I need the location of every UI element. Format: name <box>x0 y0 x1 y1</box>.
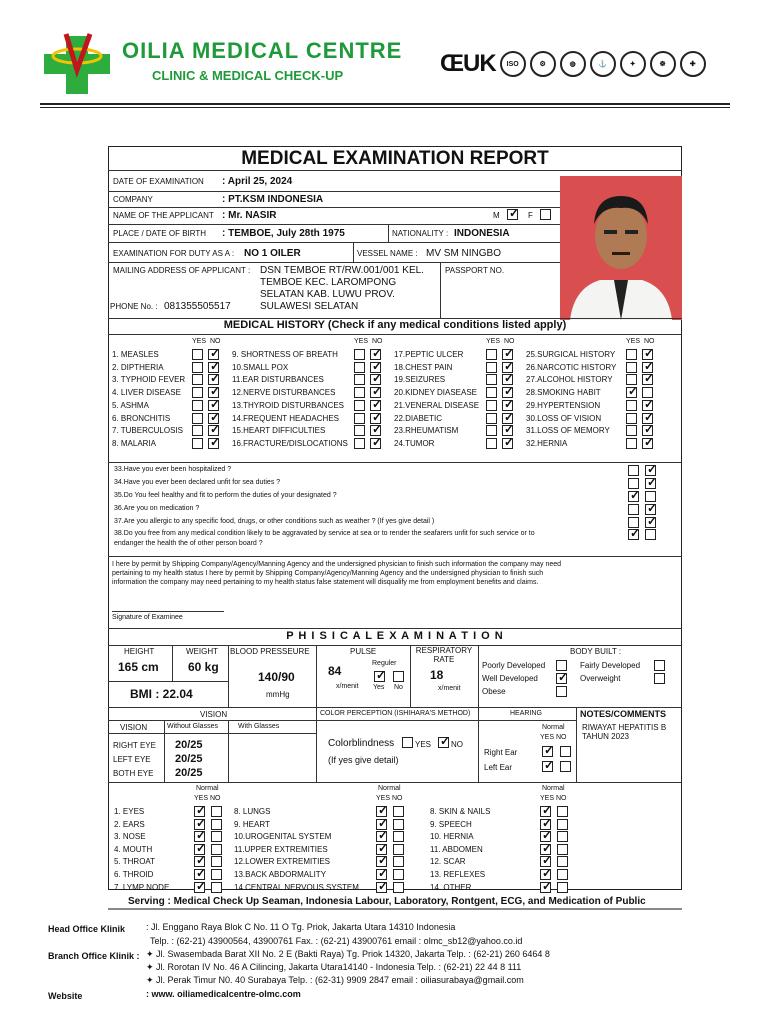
duty-value: NO 1 OILER <box>244 248 301 259</box>
history-yes-checkbox[interactable] <box>354 362 365 373</box>
body-built-label: BODY BUILT : <box>570 647 622 656</box>
iso-badge-icon: ISO <box>500 51 526 77</box>
history-item-label: 5. ASHMA <box>112 400 149 410</box>
history-no-checkbox[interactable] <box>208 438 219 449</box>
exam-no-checkbox[interactable] <box>211 819 222 830</box>
branch-line-3: ✦ Jl. Perak Timur N0. 40 Surabaya Telp. : (62-31) 9909 2847 email : oiliasurabaya@gmail.com <box>146 975 524 985</box>
with-glasses-label: With Glasses <box>238 723 280 730</box>
pulse-yes-label: Yes <box>373 684 385 691</box>
exam-item-label: 11. ABDOMEN <box>430 844 483 854</box>
hearing-normal-label: Normal <box>542 724 565 731</box>
respiratory-unit: x/menit <box>438 685 461 692</box>
hearing-label: HEARING <box>510 710 542 717</box>
signature-label: Signature of Examinee <box>112 614 183 621</box>
applicant-portrait-image <box>560 176 682 320</box>
colorblind-yes-label: YES <box>415 740 432 749</box>
height-label: HEIGHT <box>124 647 155 656</box>
history-no-checkbox[interactable] <box>642 438 653 449</box>
exam-item-label: 9. SPEECH <box>430 819 472 829</box>
clinic-subtitle: CLINIC & MEDICAL CHECK-UP <box>152 68 344 83</box>
pulse-regular-no-checkbox[interactable] <box>393 671 404 682</box>
exam-item-label: 9. HEART <box>234 819 270 829</box>
history-yes-checkbox[interactable] <box>626 425 637 436</box>
exam-item-label: 1. EYES <box>114 807 145 816</box>
history-no-checkbox[interactable] <box>642 374 653 385</box>
address-line-4: SULAWESI SELATAN <box>260 301 359 312</box>
history-item-label: 32.HERNIA <box>526 438 568 448</box>
website-label: Website <box>48 991 83 1001</box>
exam-no-checkbox[interactable] <box>557 831 568 842</box>
history-item-label: 25.SURGICAL HISTORY <box>526 350 616 359</box>
sex-m-checkbox[interactable] <box>507 209 518 220</box>
well-developed-label: Well Developed <box>482 674 538 683</box>
history-item-label: 17.PEPTIC ULCER <box>394 350 464 359</box>
report-title: MEDICAL EXAMINATION REPORT <box>241 148 549 169</box>
duty-label: EXAMINATION FOR DUTY AS A : <box>113 249 235 258</box>
history-item-label: 3. TYPHOID FEVER <box>112 375 186 385</box>
yes-header: YES <box>486 338 501 345</box>
bp-unit: mmHg <box>266 690 290 699</box>
history-item-label: 9. SHORTNESS OF BREATH <box>232 350 338 359</box>
exam-yes-no-label: YES NO <box>540 795 567 802</box>
exam-yes-checkbox[interactable] <box>376 882 387 893</box>
date-value: : April 25, 2024 <box>222 176 293 187</box>
colorblindness-label: Colorblindness <box>328 738 395 749</box>
exam-item-label: 6. THROID <box>114 870 154 879</box>
history-item-label: 31.LOSS OF MEMORY <box>526 426 610 436</box>
history-yes-checkbox[interactable] <box>354 374 365 385</box>
question-yes-checkbox[interactable] <box>628 491 639 502</box>
head-office-line-2: Telp. : (62-21) 43900564, 43900761 Fax. : (62-21) 43900761 email : olmc_sb12@yahoo.co.id <box>150 936 523 946</box>
vision-column-label: VISION <box>120 723 148 732</box>
exam-no-checkbox[interactable] <box>557 806 568 817</box>
history-yes-checkbox[interactable] <box>354 438 365 449</box>
exam-no-checkbox[interactable] <box>393 819 404 830</box>
weight-value: 60 kg <box>188 660 219 674</box>
history-yes-checkbox[interactable] <box>354 387 365 398</box>
history-yes-checkbox[interactable] <box>486 400 497 411</box>
applicant-name-value: : Mr. NASIR <box>222 210 277 221</box>
exam-item-label: 3. NOSE <box>114 832 146 842</box>
question-no-checkbox[interactable] <box>645 517 656 528</box>
medical-history-title: MEDICAL HISTORY (Check if any medical conditions listed apply) <box>223 319 567 331</box>
branch-line-1: ✦ Jl. Swasembada Barat XII No. 2 E (Bakti Raya) Tg. Priok 14320, Jakarta Telp. : (62-21) 260 6464 8 <box>146 949 550 959</box>
history-item-label: 18.CHEST PAIN <box>394 362 453 372</box>
history-item-label: 16.FRACTURE/DISLOCATIONS <box>232 438 348 448</box>
exam-item-label: 5. THROAT <box>114 857 156 867</box>
history-yes-checkbox[interactable] <box>354 349 365 360</box>
question-text: 37.Are you allergic to any specific food, drugs, or other conditions such as weather ? (If yes give detail ) <box>114 518 435 525</box>
bp-value: 140/90 <box>258 670 295 684</box>
question-text: 38.Do you free from any medical condition likely to be aggravated by service at sea or to render the seafarers unfit for such service or to <box>114 530 535 537</box>
website-value: : www. oiliamedicalcentre-olmc.com <box>146 989 301 999</box>
left-ear-no-checkbox[interactable] <box>560 761 571 772</box>
question-yes-checkbox[interactable] <box>628 504 639 515</box>
exam-no-checkbox[interactable] <box>393 844 404 855</box>
question-yes-checkbox[interactable] <box>628 529 639 540</box>
right-eye-value: 20/25 <box>175 739 203 751</box>
history-yes-checkbox[interactable] <box>486 413 497 424</box>
date-label: DATE OF EXAMINATION <box>113 177 204 186</box>
question-text: endanger the health the of other person board ? <box>114 540 263 547</box>
physical-exam-title: P H I S I C A L E X A M I N A T I O N <box>286 630 504 642</box>
history-item-label: 10.SMALL POX <box>232 362 289 372</box>
bmi-value: BMI : 22.04 <box>130 687 193 701</box>
exam-no-checkbox[interactable] <box>557 844 568 855</box>
branch-office-label: Branch Office Klinik : <box>48 951 140 961</box>
ship-seal-icon: ⚓ <box>590 51 616 77</box>
respiratory-label: RESPIRATORY RATE <box>415 646 473 664</box>
history-yes-checkbox[interactable] <box>626 413 637 424</box>
history-item-label: 22.DIABETIC <box>394 413 443 423</box>
left-eye-value: 20/25 <box>175 753 203 765</box>
consent-line-2: pertaining to my health status I here by permit by Shipping Company/Agency/Manning Agency and the undersigned physician to finish such <box>112 570 544 577</box>
exam-no-checkbox[interactable] <box>211 882 222 893</box>
pulse-value: 84 <box>328 664 342 678</box>
crest-seal-icon: ☸ <box>650 51 676 77</box>
exam-no-checkbox[interactable] <box>557 856 568 867</box>
history-item-label: 27.ALCOHOL HISTORY <box>526 375 613 385</box>
history-yes-checkbox[interactable] <box>486 362 497 373</box>
history-item-label: 28.SMOKING HABIT <box>526 388 601 398</box>
certification-logos <box>440 50 706 78</box>
globe-seal-icon: ◍ <box>560 51 586 77</box>
pulse-regular-yes-checkbox[interactable] <box>374 671 385 682</box>
left-ear-label: Left Ear <box>484 763 513 772</box>
cross-seal-icon: ✚ <box>680 51 706 77</box>
exam-item-label: 4. MOUTH <box>114 844 153 854</box>
exam-no-checkbox[interactable] <box>393 869 404 880</box>
history-yes-checkbox[interactable] <box>354 425 365 436</box>
exam-item-label: 12.LOWER EXTREMITIES <box>234 857 331 867</box>
pulse-unit: x/menit <box>336 683 359 690</box>
yes-header: YES <box>192 338 207 345</box>
no-header: NO <box>504 338 515 345</box>
address-line-1: DSN TEMBOE RT/RW.001/001 KEL. <box>260 265 424 276</box>
both-eye-label: BOTH EYE <box>113 769 154 778</box>
exam-item-label: 10.UROGENITAL SYSTEM <box>234 832 332 842</box>
obese-label: Obese <box>482 687 506 696</box>
history-item-label: 14.FREQUENT HEADACHES <box>232 413 339 423</box>
address-line-2: TEMBOE KEC. LAROMPONG <box>260 277 397 288</box>
notes-line-1: RIWAYAT HEPATITIS B <box>582 723 667 732</box>
history-item-label: 30.LOSS OF VISION <box>526 413 602 423</box>
header-rule-thin <box>40 107 730 108</box>
exam-no-checkbox[interactable] <box>557 869 568 880</box>
applicant-name-label: NAME OF THE APPLICANT <box>113 211 214 220</box>
history-yes-checkbox[interactable] <box>354 413 365 424</box>
question-text: 36.Are you on medication ? <box>114 505 200 512</box>
question-text: 34.Have you ever been declared unfit for sea duties ? <box>114 479 281 486</box>
hearing-yes-no-label: YES NO <box>540 734 567 741</box>
no-header: NO <box>210 338 221 345</box>
head-office-line-1: : Jl. Enggano Raya Blok C No. 11 O Tg. Priok, Jakarta Utara 14310 Indonesia <box>146 922 456 932</box>
history-yes-checkbox[interactable] <box>192 438 203 449</box>
question-text: 35.Do You feel healthy and fit to perform the duties of your designated ? <box>114 492 337 499</box>
exam-item-label: 12. SCAR <box>430 857 466 867</box>
history-yes-checkbox[interactable] <box>192 362 203 373</box>
history-item-label: 19.SEIZURES <box>394 375 446 385</box>
phone-value: 081355505517 <box>164 301 231 312</box>
history-item-label: 8. MALARIA <box>112 438 157 448</box>
history-item-label: 26.NARCOTIC HISTORY <box>526 362 617 372</box>
right-ear-yes-checkbox[interactable] <box>542 746 553 757</box>
without-glasses-label: Without Glasses <box>167 723 218 730</box>
gear-seal-icon: ⚙ <box>530 51 556 77</box>
exam-no-checkbox[interactable] <box>211 844 222 855</box>
sex-f-checkbox[interactable] <box>540 209 551 220</box>
yes-header: YES <box>354 338 369 345</box>
exam-normal-label: Normal <box>542 785 565 792</box>
exam-no-checkbox[interactable] <box>211 831 222 842</box>
weight-label: WEIGHT <box>186 647 218 656</box>
birth-label: PLACE / DATE OF BIRTH <box>113 229 207 238</box>
height-value: 165 cm <box>118 660 159 674</box>
well-developed-checkbox[interactable] <box>556 673 567 684</box>
color-perception-label: COLOR PERCEPTION (ISHIHARA'S METHOD) <box>320 710 471 717</box>
vessel-label: VESSEL NAME : <box>357 249 418 258</box>
consent-line-3: information the company may need pertaining to my health status false statement will disqualify me from employment benefits and claims. <box>112 579 539 586</box>
history-yes-checkbox[interactable] <box>626 349 637 360</box>
history-item-label: 7. TUBERCULOSIS <box>112 426 183 436</box>
history-item-label: 20.KIDNEY DIASEASE <box>394 388 477 398</box>
history-yes-checkbox[interactable] <box>192 425 203 436</box>
history-item-label: 11.EAR DISTURBANCES <box>232 375 324 385</box>
both-eye-value: 20/25 <box>175 767 203 779</box>
history-item-label: 23.RHEUMATISM <box>394 426 459 436</box>
exam-no-checkbox[interactable] <box>211 806 222 817</box>
history-no-checkbox[interactable] <box>370 438 381 449</box>
left-ear-yes-checkbox[interactable] <box>542 761 553 772</box>
exam-item-label: 2. EARS <box>114 819 145 829</box>
exam-no-checkbox[interactable] <box>211 869 222 880</box>
vessel-value: MV SM NINGBO <box>426 248 502 259</box>
clinic-name: OILIA MEDICAL CENTRE <box>122 38 403 63</box>
exam-no-checkbox[interactable] <box>393 831 404 842</box>
passport-label: PASSPORT NO. <box>445 266 505 275</box>
history-yes-checkbox[interactable] <box>192 374 203 385</box>
poorly-developed-label: Poorly Developed <box>482 661 546 670</box>
overweight-label: Overweight <box>580 674 621 683</box>
right-eye-label: RIGHT EYE <box>113 741 156 750</box>
history-yes-checkbox[interactable] <box>192 387 203 398</box>
history-yes-checkbox[interactable] <box>626 362 637 373</box>
history-item-label: 1. MEASLES <box>112 350 159 359</box>
history-item-label: 12.NERVE DISTURBANCES <box>232 388 336 398</box>
history-yes-checkbox[interactable] <box>354 400 365 411</box>
notes-label: NOTES/COMMENTS <box>580 709 667 719</box>
header-rule <box>40 103 730 105</box>
colorblind-detail-label: (If yes give detail) <box>328 755 399 765</box>
history-item-label: 13.THYROID DISTURBANCES <box>232 400 345 410</box>
exam-item-label: 7. LYMP NODE <box>114 882 170 892</box>
history-yes-checkbox[interactable] <box>486 374 497 385</box>
head-office-label: Head Office Klinik <box>48 924 126 934</box>
pulse-no-label: No <box>394 684 403 691</box>
exam-item-label: 13.BACK ABDORMALITY <box>234 870 327 879</box>
exam-normal-label: Normal <box>196 785 219 792</box>
question-yes-checkbox[interactable] <box>628 465 639 476</box>
exam-no-checkbox[interactable] <box>557 819 568 830</box>
address-line-3: SELATAN KAB. LUWU PROV. <box>260 289 395 300</box>
colorblind-no-label: NO <box>451 740 463 749</box>
history-item-label: 6. BRONCHITIS <box>112 413 171 423</box>
applicant-photo <box>560 176 682 320</box>
obese-checkbox[interactable] <box>556 686 567 697</box>
history-yes-checkbox[interactable] <box>626 400 637 411</box>
exam-item-label: 11.UPPER EXTREMITIES <box>234 844 328 854</box>
exam-no-checkbox[interactable] <box>557 882 568 893</box>
history-yes-checkbox[interactable] <box>486 349 497 360</box>
consent-line-1: I here by permit by Shipping Company/Agency/Manning Agency and the undersigned physician to finish such information the company may need <box>112 561 562 568</box>
colorblind-no-checkbox[interactable] <box>438 737 449 748</box>
exam-item-label: 10. HERNIA <box>430 832 474 842</box>
exam-item-label: 8. LUNGS <box>234 807 271 816</box>
notes-line-2: TAHUN 2023 <box>582 732 629 741</box>
birth-value: : TEMBOE, July 28th 1975 <box>222 228 345 239</box>
history-yes-checkbox[interactable] <box>192 400 203 411</box>
fairly-developed-checkbox[interactable] <box>654 660 665 671</box>
exam-no-checkbox[interactable] <box>211 856 222 867</box>
question-text: 33.Have you ever been hospitalized ? <box>114 466 232 473</box>
question-no-checkbox[interactable] <box>645 529 656 540</box>
company-value: : PT.KSM INDONESIA <box>222 194 324 205</box>
pulse-reguler-label: Reguler <box>372 660 397 667</box>
exam-no-checkbox[interactable] <box>393 882 404 893</box>
history-no-checkbox[interactable] <box>502 438 513 449</box>
history-item-label: 29.HYPERTENSION <box>526 400 601 410</box>
clinic-logo <box>42 30 112 96</box>
serving-text: Serving : Medical Check Up Seaman, Indonesia Labour, Laboratory, Rontgent, ECG, and Medication of Public <box>128 896 646 907</box>
history-yes-checkbox[interactable] <box>486 438 497 449</box>
question-no-checkbox[interactable] <box>645 478 656 489</box>
right-ear-no-checkbox[interactable] <box>560 746 571 757</box>
overweight-checkbox[interactable] <box>654 673 665 684</box>
nationality-value: INDONESIA <box>454 228 510 239</box>
bp-label: BLOOD PRESSEURE <box>230 647 310 656</box>
fairly-developed-label: Fairly Developed <box>580 661 641 670</box>
history-yes-checkbox[interactable] <box>192 349 203 360</box>
respiratory-value: 18 <box>430 668 444 682</box>
nationality-label: NATIONALITY : <box>392 229 449 238</box>
history-item-label: 2. DIPTHERIA <box>112 362 164 372</box>
address-label: MAILING ADDRESS OF APPLICANT : <box>113 266 251 275</box>
exam-no-checkbox[interactable] <box>393 806 404 817</box>
exam-normal-label: Normal <box>378 785 401 792</box>
left-eye-label: LEFT EYE <box>113 755 151 764</box>
sex-m-label: M <box>493 211 500 220</box>
history-yes-checkbox[interactable] <box>486 387 497 398</box>
history-yes-checkbox[interactable] <box>192 413 203 424</box>
history-yes-checkbox[interactable] <box>626 387 637 398</box>
exam-no-checkbox[interactable] <box>393 856 404 867</box>
ceuk-logo: ŒUK <box>440 50 496 77</box>
exam-yes-no-label: YES NO <box>376 795 403 802</box>
no-header: NO <box>644 338 655 345</box>
branch-line-2: ✦ Jl. Rorotan IV No. 46 A Cilincing, Jakarta Utara14140 - Indonesia Telp. : (62-21) 22 44 8 111 <box>146 962 522 972</box>
pulse-label: PULSE <box>350 647 377 656</box>
exam-item-label: 13. REFLEXES <box>430 870 486 879</box>
history-yes-checkbox[interactable] <box>626 438 637 449</box>
history-item-label: 24.TUMOR <box>394 438 435 448</box>
history-item-label: 21.VENERAL DISEASE <box>394 400 480 410</box>
exam-yes-no-label: YES NO <box>194 795 221 802</box>
emblem-seal-icon: ✦ <box>620 51 646 77</box>
right-ear-label: Right Ear <box>484 748 518 757</box>
history-item-label: 15.HEART DIFFICULTIES <box>232 426 326 436</box>
history-yes-checkbox[interactable] <box>486 425 497 436</box>
yes-header: YES <box>626 338 641 345</box>
history-item-label: 4. LIVER DISEASE <box>112 388 181 398</box>
no-header: NO <box>372 338 383 345</box>
exam-item-label: 14.CENTRAL NERVOUS SYSTEM <box>234 882 359 892</box>
exam-yes-checkbox[interactable] <box>194 882 205 893</box>
company-label: COMPANY <box>113 195 153 204</box>
phone-label: PHONE No. : <box>110 302 158 311</box>
exam-item-label: 14. OTHER <box>430 882 472 892</box>
exam-yes-checkbox[interactable] <box>540 882 551 893</box>
vision-section-label: VISION <box>200 710 228 719</box>
sex-f-label: F <box>528 211 533 220</box>
exam-item-label: 8. SKIN & NAILS <box>430 807 491 816</box>
colorblind-yes-checkbox[interactable] <box>402 737 413 748</box>
